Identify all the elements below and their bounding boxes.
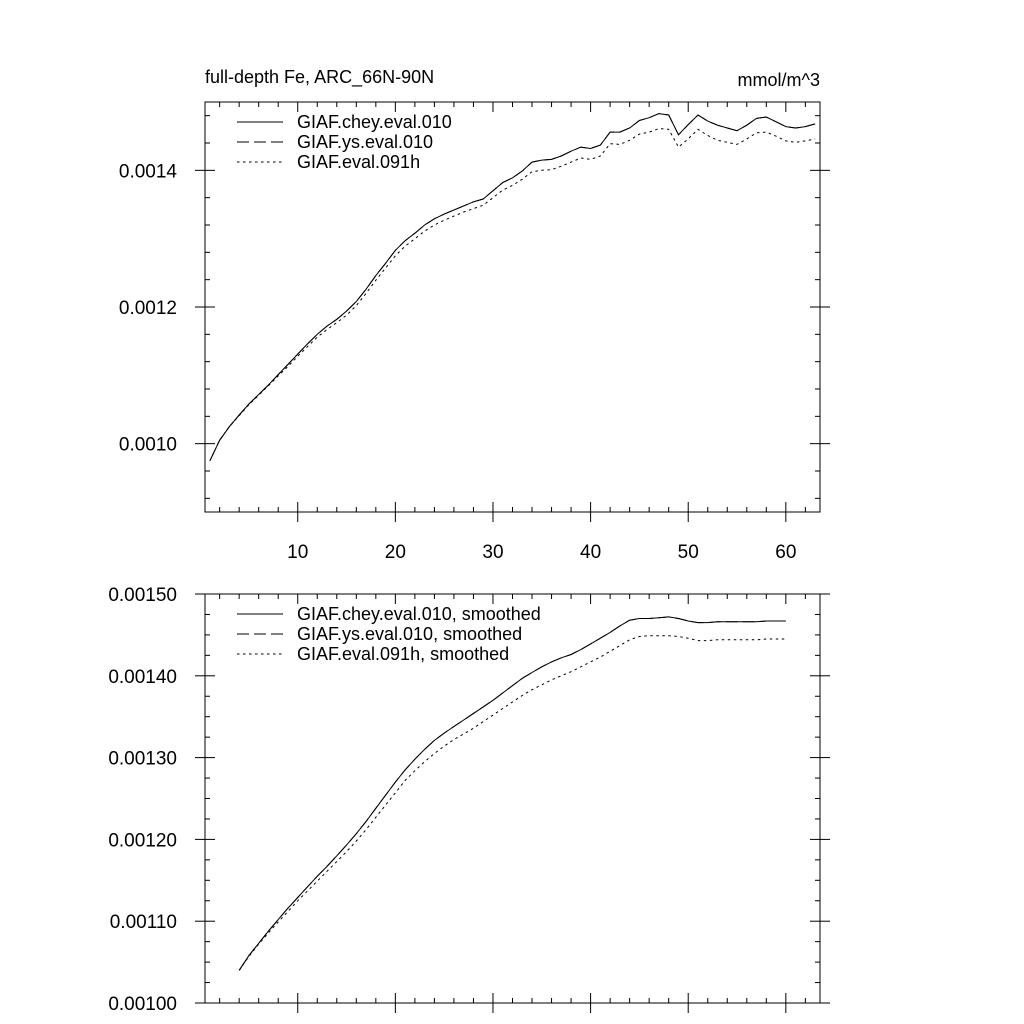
y-tick-label: 0.00120	[108, 830, 177, 852]
bottom-panel	[108, 585, 830, 1015]
y-tick-label: 0.00130	[108, 748, 177, 770]
x-tick-label: 30	[482, 542, 504, 563]
x-tick-label: 60	[775, 542, 797, 563]
series-line-dotted	[210, 129, 815, 461]
legend-entry: GIAF.eval.091h, smoothed	[297, 644, 510, 664]
y-tick-label: 0.00110	[109, 912, 177, 934]
series-line-dashed	[239, 617, 786, 970]
y-tick-label: 0.00100	[108, 994, 177, 1015]
legend-entry: GIAF.ys.eval.010, smoothed	[297, 624, 523, 644]
figure-units: mmol/m^3	[737, 70, 820, 90]
series-line-solid	[239, 617, 786, 970]
y-tick-label: 0.0010	[118, 434, 177, 456]
x-tick-label: 50	[677, 542, 699, 563]
legend-entry: GIAF.chey.eval.010	[297, 112, 452, 132]
x-tick-label: 40	[580, 542, 602, 563]
x-tick-label: 10	[287, 542, 309, 563]
figure-title: full-depth Fe, ARC_66N-90N	[205, 67, 435, 87]
y-tick-label: 0.0012	[118, 298, 177, 319]
top-panel	[119, 102, 830, 563]
legend-entry: GIAF.chey.eval.010, smoothed	[297, 604, 541, 624]
y-tick-label: 0.0014	[118, 161, 177, 183]
y-tick-label: 0.00140	[108, 666, 177, 688]
legend-entry: GIAF.ys.eval.010	[297, 132, 434, 152]
x-tick-label: 20	[384, 542, 406, 563]
legend-entry: GIAF.eval.091h	[297, 152, 421, 172]
y-tick-label: 0.00150	[108, 585, 177, 606]
